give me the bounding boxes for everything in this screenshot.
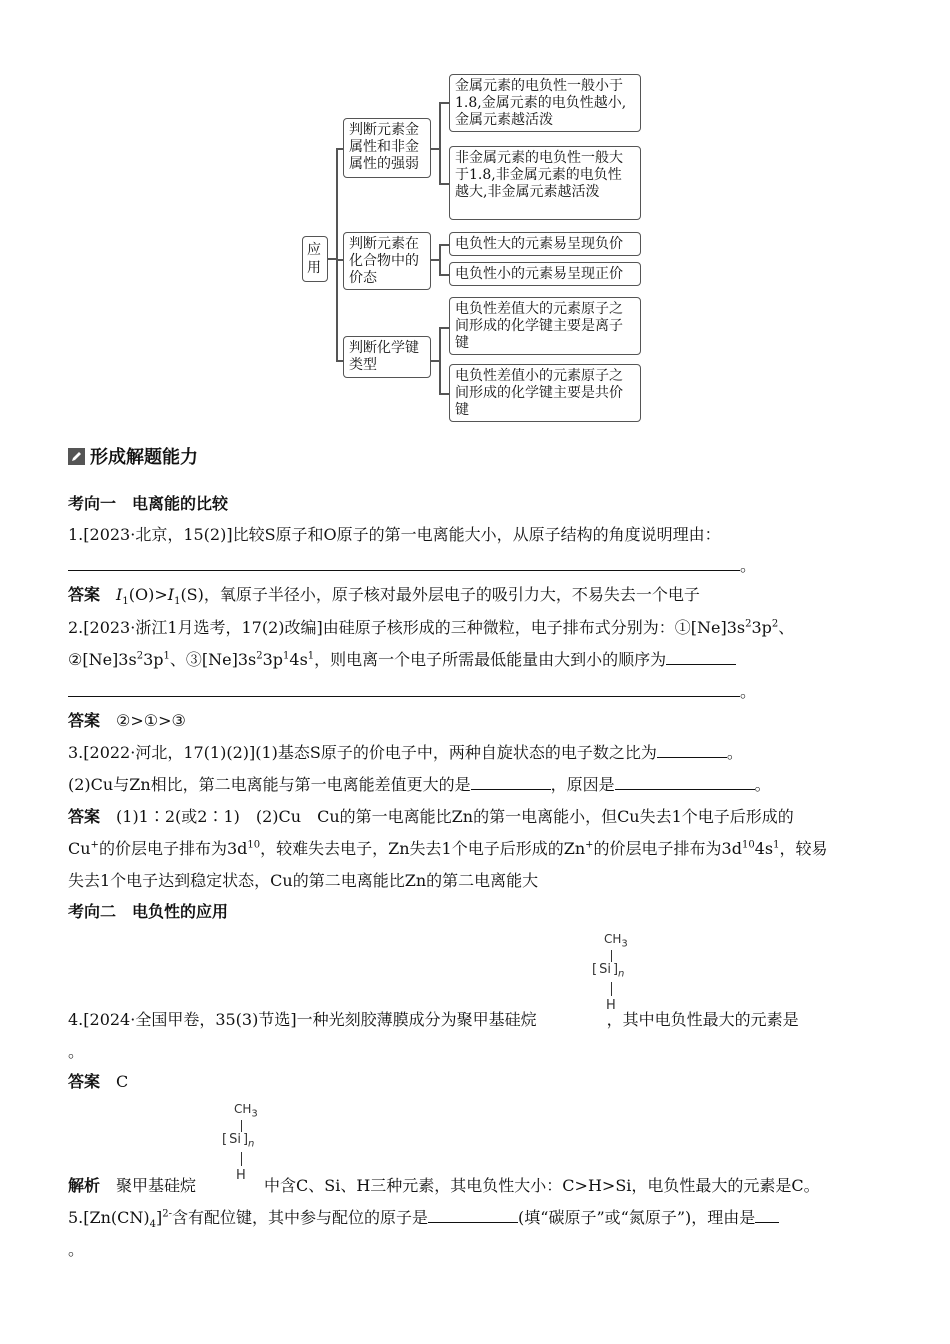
leaf-nonmetal: 非金属元素的电负性一般大于1.8,非金属元素的电负性越大,非金属元素越活泼 [449, 146, 641, 220]
question-4-b: ，其中电负性最大的元素是 [606, 1010, 799, 1029]
polymer-structure-q4: $CH_3$ [ Si ]$_n$ H [592, 932, 628, 1013]
blank-3b[interactable] [471, 775, 551, 790]
answer-1-text: ，氧原子半径小，原子核对最外层电子的吸引力大，不易失去一个电子 [203, 585, 700, 604]
leaf-negative-valence: 电负性大的元素易呈现负价 [449, 232, 641, 256]
answer-3-line-2: Cu+的价层电子排布为$3d^{10}$，较难失去电子，Zn失去1个电子后形成的Zn+的价层电子排布为$3d^{10}4s^1$，较易 [68, 839, 828, 858]
blank-5a[interactable] [428, 1208, 518, 1223]
answer-2-text: ②>①>③ [116, 711, 186, 730]
explanation-4-label: 解析 [68, 1176, 101, 1195]
question-2-line-2: $②[Ne]3s^23p^1$、$③[Ne]3s^23p^14s^1$，则电离一个电子所需最低能量由大到小的顺序为 [68, 650, 736, 670]
answer-3-line-1: (1)1∶2(或2∶1) (2)Cu Cu的第一电离能比Zn的第一电离能小，但Cu失去1个电子后形成的 [116, 807, 794, 826]
branch-bond-type: 判断化学键类型 [343, 336, 431, 378]
blank-5b[interactable] [755, 1208, 779, 1223]
answer-3-label: 答案 [68, 807, 101, 826]
leaf-positive-valence: 电负性小的元素易呈现正价 [449, 262, 641, 286]
answer-line-1 [68, 570, 740, 571]
answer-2-label: 答案 [68, 711, 101, 730]
leaf-covalent: 电负性差值小的元素原子之间形成的化学键主要是共价键 [449, 364, 641, 422]
question-1-text: 1.[2023·北京，15(2)]比较S原子和O原子的第一电离能大小，从原子结构的角度说明理由： [68, 525, 721, 544]
topic-2: 考向二 电负性的应用 [68, 902, 229, 921]
explanation-4 [68, 1176, 820, 1196]
question-1-end: 。 [740, 556, 757, 575]
blank-2a[interactable] [666, 650, 736, 665]
answer-3 [68, 807, 794, 827]
answer-3-line-3: 失去1个电子达到稳定状态，Cu的第二电离能比Zn的第二电离能大 [68, 871, 539, 890]
answer-4 [68, 1072, 128, 1092]
leaf-ionic: 电负性差值大的元素原子之间形成的化学键主要是离子键 [449, 297, 641, 355]
answer-1: 答案 $I_1(O)>I_1(S)$，氧原子半径小，原子核对最外层电子的吸引力大，不易失去一个电子 [68, 585, 700, 608]
explanation-4-b: 中含C、Si、H三种元素，其电负性大小：C>H>Si，电负性最大的元素是C。 [264, 1176, 820, 1195]
mindmap-root: 应用 [302, 236, 328, 282]
question-2-end: 。 [740, 682, 757, 701]
question-3-part-2: (2)Cu与Zn相比，第二电离能与第一电离能差值更大的是 ，原因是 。 [68, 775, 771, 794]
section-title: 形成解题能力 [90, 447, 198, 468]
leaf-metal: 金属元素的电负性一般小于1.8,金属元素的电负性越小,金属元素越活泼 [449, 74, 641, 132]
polymer-structure-exp: $CH_3$ [ Si ]$_n$ H [222, 1102, 258, 1183]
question-4-end: 。 [68, 1042, 85, 1061]
topic-1: 考向一 电离能的比较 [68, 494, 229, 513]
branch-metallicity: 判断元素金属性和非金属性的强弱 [343, 118, 431, 178]
answer-4-text: C [116, 1072, 129, 1091]
question-4 [68, 1010, 799, 1030]
answer-4-label: 答案 [68, 1072, 101, 1091]
branch-valence: 判断元素在化合物中的价态 [343, 232, 431, 290]
explanation-4-a: 聚甲基硅烷 [116, 1176, 197, 1195]
question-5: $5.[Zn(CN)_4]^{2-}$含有配位键，其中参与配位的原子是 (填“碳原子”或“氮原子”)，理由是 [68, 1208, 779, 1228]
blank-3c[interactable] [615, 775, 755, 790]
section-heading [68, 448, 198, 468]
question-3-line-2a: (2)Cu与Zn相比，第二电离能与第一电离能差值更大的是 [68, 775, 471, 794]
question-5-end: 。 [68, 1240, 85, 1259]
question-1 [68, 525, 721, 545]
pencil-square-icon [68, 448, 85, 465]
question-2: 2.[2023·浙江1月选考，17(2)改编]由硅原子核形成的三种微粒，电子排布式分别为：$①[Ne]3s^23p^2$、 [68, 618, 795, 637]
question-3: 3.[2022·河北，17(1)(2)](1)基态S原子的价电子中，两种自旋状态的电子数之比为 。 [68, 743, 743, 762]
answer-1-label: 答案 [68, 585, 101, 604]
question-3-line-1: 3.[2022·河北，17(1)(2)](1)基态S原子的价电子中，两种自旋状态的电子数之比为 [68, 743, 657, 762]
answer-line-2 [68, 696, 740, 697]
question-4-a: 4.[2024·全国甲卷，35(3)节选]一种光刻胶薄膜成分为聚甲基硅烷 [68, 1010, 537, 1029]
answer-2 [68, 711, 186, 731]
blank-3a[interactable] [657, 743, 727, 758]
